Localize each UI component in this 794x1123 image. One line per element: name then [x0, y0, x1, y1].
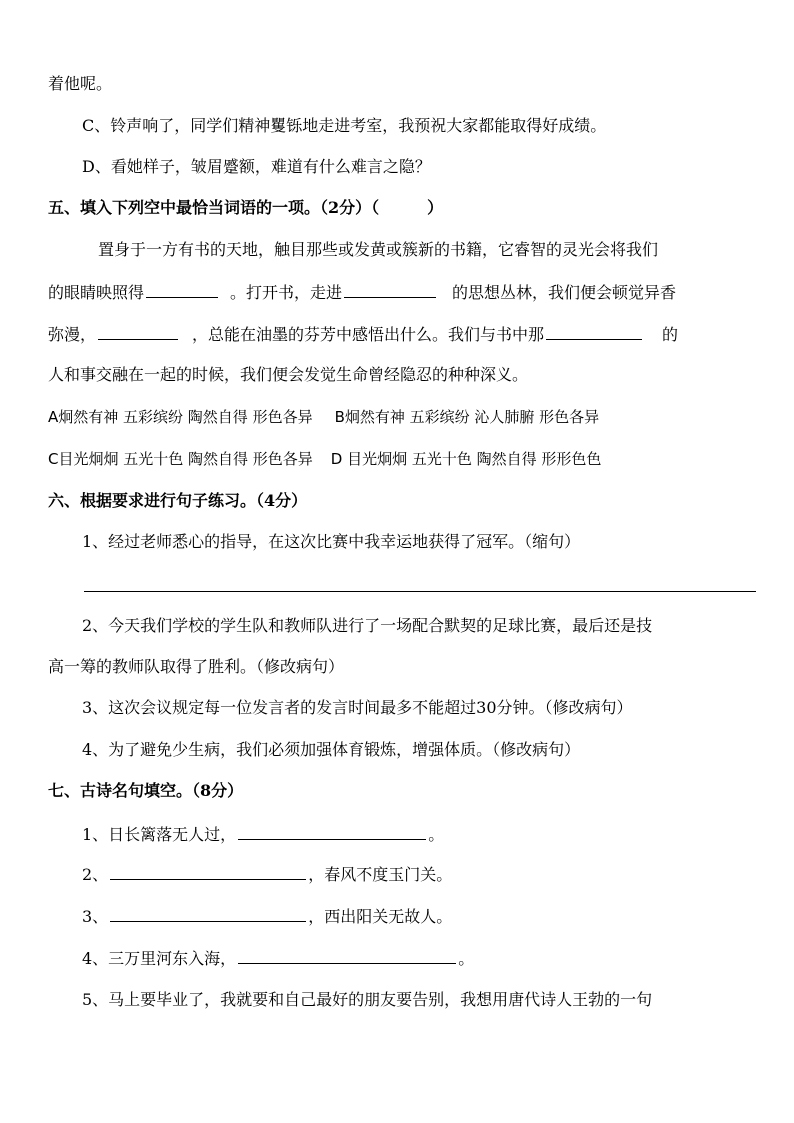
question-6-2-line-2: 高一筹的教师队取得了胜利。（修改病句） [48, 657, 345, 676]
poem-text: ，西出阳关无故人。 [308, 907, 453, 926]
poem-blank-2[interactable] [110, 863, 306, 880]
poem-text: 3、 [82, 907, 109, 926]
option-d: D 目光炯炯 五光十色 陶然自得 形形色色 [330, 450, 602, 468]
question-6-2-line-1: 2、今天我们学校的学生队和教师队进行了一场配合默契的足球比赛，最后还是技 [82, 616, 653, 635]
fill-blank-4[interactable] [546, 323, 642, 340]
question-6-4: 4、为了避免少生病，我们必须加强体育锻炼，增强体质。（修改病句） [82, 740, 581, 759]
option-d-sentence: D、看她样子，皱眉蹙额，难道有什么难言之隐？ [82, 157, 431, 176]
poem-blank-3[interactable] [110, 905, 306, 922]
poem-question-5: 5、马上要毕业了，我就要和自己最好的朋友要告别，我想用唐代诗人王勃的一句 [82, 990, 653, 1009]
poem-text: 2、 [82, 865, 109, 884]
poem-question-3 [82, 905, 758, 928]
passage-text: 的 [662, 325, 679, 344]
poem-text: ，春风不度玉门关。 [308, 865, 453, 884]
passage-text: 的思想丛林，我们便会顿觉异香 [452, 283, 677, 302]
passage-text: ，总能在油墨的芬芳中感悟出什么。我们与书中那 [192, 325, 545, 344]
poem-text: 1、日长篱落无人过， [82, 825, 237, 844]
answer-line[interactable] [84, 591, 756, 592]
passage-line-1: 置身于一方有书的天地，触目那些或发黄或簇新的书籍，它睿智的灵光会将我们 [98, 240, 659, 259]
option-c: C目光炯炯 五光十色 陶然自得 形色各异 [48, 450, 313, 468]
passage-line-2 [48, 281, 758, 304]
options-row-ab [48, 406, 758, 428]
options-row-cd [48, 448, 758, 470]
poem-text: 。 [428, 825, 445, 844]
option-b: B炯然有神 五彩缤纷 沁人肺腑 形色各异 [334, 408, 600, 426]
passage-text: 弥漫， [48, 325, 97, 344]
section-7-heading: 七、古诗名句填空。（8分） [48, 781, 244, 800]
fill-blank-2[interactable] [344, 281, 436, 298]
fill-blank-3[interactable] [98, 323, 178, 340]
poem-question-1 [82, 823, 758, 846]
poem-question-4 [82, 947, 758, 970]
passage-line-3 [48, 323, 758, 346]
poem-blank-1[interactable] [238, 823, 426, 840]
passage-line-4: 人和事交融在一起的时候，我们便会发觉生命曾经隐忍的种种深义。 [48, 365, 529, 384]
option-a: A炯然有神 五彩缤纷 陶然自得 形色各异 [48, 408, 313, 426]
section-6-heading: 六、根据要求进行句子练习。（4分） [48, 491, 308, 510]
option-c-sentence: C、铃声响了，同学们精神矍铄地走进考室，我预祝大家都能取得好成绩。 [82, 116, 607, 135]
question-6-3: 3、这次会议规定每一位发言者的发言时间最多不能超过30分钟。（修改病句） [82, 698, 633, 717]
fill-blank-1[interactable] [146, 281, 218, 298]
poem-text: 4、三万里河东入海， [82, 949, 237, 968]
question-6-1: 1、经过老师悉心的指导，在这次比赛中我幸运地获得了冠军。（缩句） [82, 532, 581, 551]
poem-blank-4[interactable] [238, 947, 456, 964]
passage-text: 的眼睛映照得 [48, 283, 145, 302]
text-line: 着他呢。 [48, 74, 113, 93]
passage-text: 。打开书，走进 [230, 283, 343, 302]
poem-question-2 [82, 863, 758, 886]
section-5-heading: 五、填入下列空中最恰当词语的一项。（2分）（ ） [48, 198, 444, 217]
poem-text: 。 [458, 949, 475, 968]
